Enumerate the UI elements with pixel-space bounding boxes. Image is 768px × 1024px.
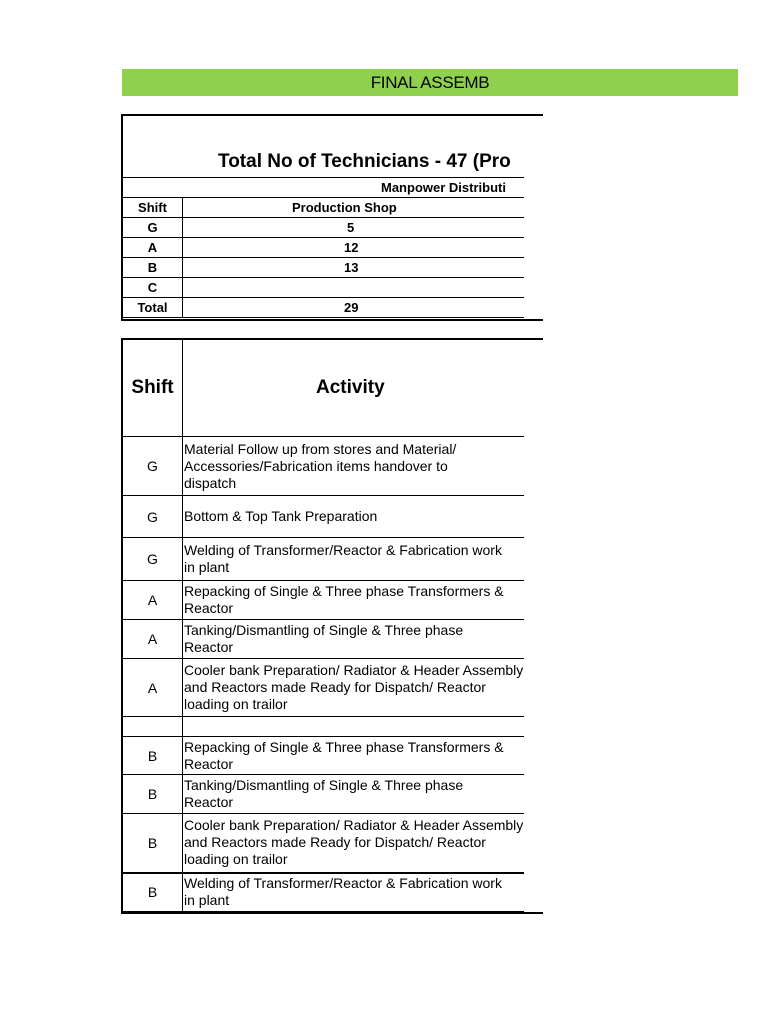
activity-cell xyxy=(183,581,525,620)
shift-cell: Total xyxy=(123,298,183,318)
value-cell: 29 xyxy=(183,298,525,318)
summary-subtitle: Manpower Distributi xyxy=(123,178,525,198)
activity-text: Tanking/Dismantling of Single & Three phase Reactor xyxy=(184,622,464,655)
activity-text: Repacking of Single & Three phase Transformers & Reactor xyxy=(184,738,504,772)
shift-cell: B xyxy=(123,775,183,814)
header-shift: Shift xyxy=(123,198,183,218)
shift-cell: B xyxy=(123,814,183,873)
summary-title: Total No of Technicians - 47 (Pro xyxy=(123,116,525,178)
shift-cell: G xyxy=(123,437,183,496)
activity-cell xyxy=(183,538,525,581)
shift-cell: B xyxy=(123,737,183,775)
summary-row xyxy=(123,258,525,278)
manpower-summary-table xyxy=(122,115,524,320)
activity-row xyxy=(123,538,525,581)
value-cell: 12 xyxy=(183,238,525,258)
activity-cell xyxy=(183,717,525,737)
activity-text: Cooler bank Preparation/ Radiator & Header Assembly and Reactors made Ready for Dispatch/ Reactor loading on trailor xyxy=(184,817,524,868)
shift-cell: G xyxy=(123,218,183,238)
shift-cell xyxy=(123,717,183,737)
value-cell: 5 xyxy=(183,218,525,238)
shift-cell: A xyxy=(123,238,183,258)
value-cell: 13 xyxy=(183,258,525,278)
shift-cell: B xyxy=(123,873,183,912)
summary-row xyxy=(123,278,525,298)
activity-row-empty xyxy=(123,717,525,737)
activity-row xyxy=(123,737,525,775)
activity-text: Material Follow up from stores and Material/ Accessories/Fabrication items handover to dispatch xyxy=(184,440,457,491)
activity-text: Cooler bank Preparation/ Radiator & Header Assembly and Reactors made Ready for Dispatch/ Reactor loading on trailor xyxy=(184,662,524,712)
summary-row xyxy=(123,238,525,258)
activity-text: Repacking of Single & Three phase Transformers & Reactor xyxy=(184,583,504,616)
activity-cell xyxy=(183,620,525,659)
summary-row xyxy=(123,218,525,238)
activity-cell xyxy=(183,873,525,912)
activity-row xyxy=(123,581,525,620)
activity-cell xyxy=(183,437,525,496)
activity-cell xyxy=(183,814,525,873)
banner-title: FINAL ASSEMB xyxy=(370,72,490,92)
shift-cell: G xyxy=(123,538,183,581)
value-cell xyxy=(183,278,525,298)
shift-cell: A xyxy=(123,620,183,659)
activity-text: Tanking/Dismantling of Single & Three phase Reactor xyxy=(184,777,464,810)
activity-text: Welding of Transformer/Reactor & Fabrication work in plant xyxy=(184,542,502,575)
header-shift: Shift xyxy=(123,340,183,437)
activity-cell xyxy=(183,775,525,814)
activity-cell xyxy=(183,737,525,775)
header-production-shop: Production Shop xyxy=(183,198,525,218)
activity-row xyxy=(123,775,525,814)
activity-text: Bottom & Top Tank Preparation xyxy=(184,508,378,524)
title-banner xyxy=(122,69,738,96)
activity-row xyxy=(123,620,525,659)
activity-row xyxy=(123,814,525,873)
activity-cell xyxy=(183,659,525,717)
activity-table xyxy=(122,339,524,914)
activity-row xyxy=(123,496,525,538)
shift-cell: G xyxy=(123,496,183,538)
activity-row xyxy=(123,659,525,717)
activity-header-row xyxy=(123,340,525,437)
shift-cell: C xyxy=(123,278,183,298)
activity-text: Welding of Transformer/Reactor & Fabrication work in plant xyxy=(184,875,502,909)
shift-cell: A xyxy=(123,581,183,620)
activity-row xyxy=(123,873,525,912)
activity-row xyxy=(123,437,525,496)
header-activity: Activity xyxy=(183,340,525,437)
activity-cell xyxy=(183,496,525,538)
summary-total-row xyxy=(123,298,525,318)
shift-cell: B xyxy=(123,258,183,278)
shift-cell: A xyxy=(123,659,183,717)
